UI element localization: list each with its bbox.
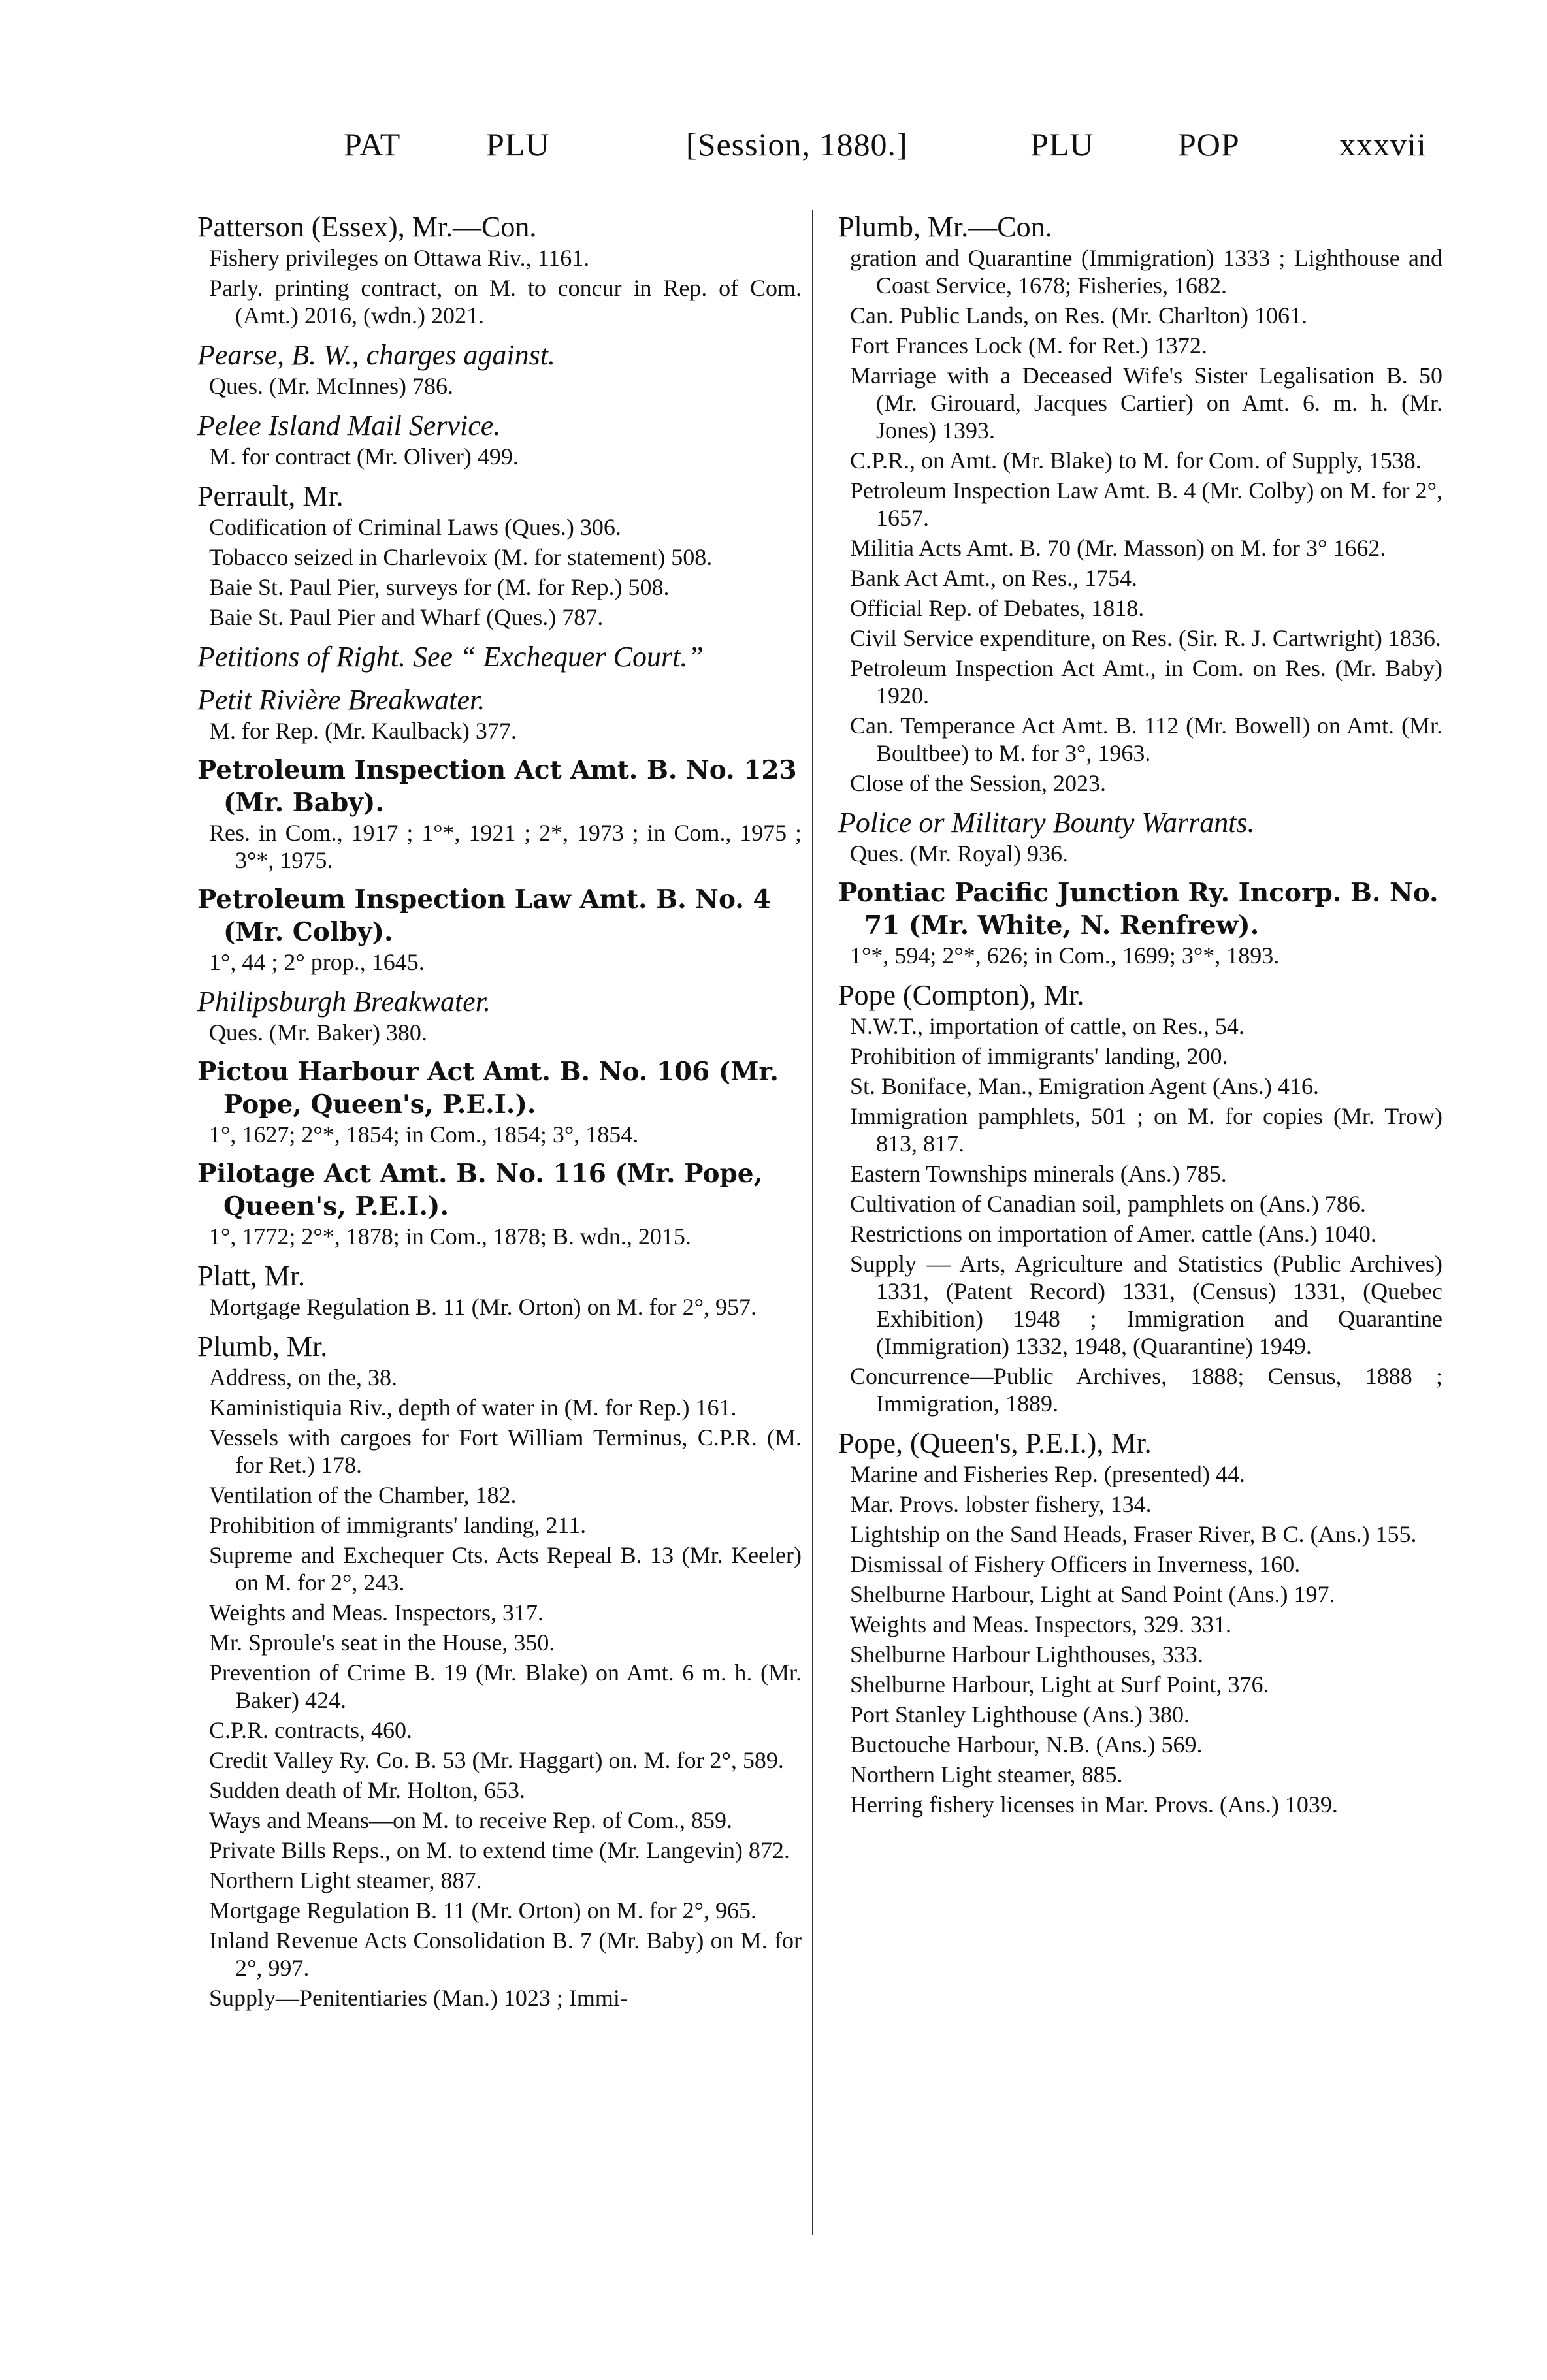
entry-reference: Ques. (Mr. McInnes) 786. [209, 373, 453, 399]
entry-reference: Mortgage Regulation B. 11 (Mr. Orton) on M. for 2°, 957. [209, 1294, 757, 1320]
index-entry [197, 1055, 802, 1148]
entry-heading: Plumb, Mr.—Con. [838, 211, 1052, 243]
entry-heading: Pearse, B. W., charges against. [197, 339, 555, 371]
entry-reference: Shelburne Harbour Lighthouses, 333. [850, 1641, 1203, 1667]
entry-reference: Marriage with a Deceased Wife's Sister Legalisation B. 50 (Mr. Girouard, Jacques Cartier) on Amt. 6. m. h. (Mr. Jones) 1393. [850, 362, 1442, 443]
entry-reference: Northern Light steamer, 887. [209, 1867, 482, 1893]
entry-reference: Herring fishery licenses in Mar. Provs. (Ans.) 1039. [850, 1792, 1338, 1818]
entry-heading: Perrault, Mr. [197, 480, 344, 512]
entry-reference: Mar. Provs. lobster fishery, 134. [850, 1491, 1152, 1517]
entry-heading: Platt, Mr. [197, 1260, 306, 1292]
header-session: [Session, 1880.] [686, 126, 908, 163]
entry-reference: Prohibition of immigrants' landing, 211. [209, 1512, 587, 1538]
index-entry [197, 210, 802, 329]
entry-reference: Bank Act Amt., on Res., 1754. [850, 565, 1137, 591]
entry-reference: 1°, 44 ; 2° prop., 1645. [209, 949, 425, 975]
entry-reference: Prevention of Crime B. 19 (Mr. Blake) on Amt. 6 m. h. (Mr. Baker) 424. [209, 1660, 802, 1713]
entry-reference: Credit Valley Ry. Co. B. 53 (Mr. Haggart) on. M. for 2°, 589. [209, 1747, 784, 1773]
entry-reference: Ques. (Mr. Royal) 936. [850, 841, 1068, 867]
entry-reference: Supply — Arts, Agriculture and Statistics (Public Archives) 1331, (Patent Record) 1331, (Census) 1331, (Quebec Exhibition) 1948 ; Immigration and Quarantine (Immigration) 1332, 1948, (Quarantine) 1949. [850, 1251, 1442, 1359]
header-right-guide-1: PLU [1030, 126, 1094, 163]
index-entry [838, 978, 1442, 1417]
column-divider [812, 210, 813, 2235]
header-right-guide-2: POP [1178, 126, 1240, 163]
entry-heading: Pope, (Queen's, P.E.I.), Mr. [838, 1427, 1152, 1459]
entry-heading: Plumb, Mr. [197, 1330, 328, 1362]
entry-reference: Ventilation of the Chamber, 182. [209, 1482, 517, 1508]
entry-reference: Ques. (Mr. Baker) 380. [209, 1020, 427, 1046]
header-left-guide-2: PLU [486, 126, 550, 163]
entry-reference: St. Boniface, Man., Emigration Agent (Ans.) 416. [850, 1073, 1319, 1099]
index-entry [197, 1157, 802, 1250]
entry-heading: Petroleum Inspection Law Amt. B. No. 4 (Mr. Colby). [197, 884, 771, 947]
entry-reference: Shelburne Harbour, Light at Surf Point, 376. [850, 1671, 1269, 1697]
entry-reference: Northern Light steamer, 885. [850, 1761, 1123, 1788]
entry-reference: M. for Rep. (Mr. Kaulback) 377. [209, 718, 517, 744]
entry-reference: Private Bills Reps., on M. to extend time (Mr. Langevin) 872. [209, 1837, 790, 1863]
entry-reference: Prohibition of immigrants' landing, 200. [850, 1043, 1228, 1069]
index-entry [197, 338, 802, 400]
entry-reference: Can. Temperance Act Amt. B. 112 (Mr. Bowell) on Amt. (Mr. Boultbee) to M. for 3°, 1963. [850, 713, 1442, 766]
entry-reference: Fort Frances Lock (M. for Ret.) 1372. [850, 332, 1207, 359]
index-entry [197, 1259, 802, 1321]
entry-heading: Philipsburgh Breakwater. [197, 986, 491, 1018]
entry-reference: Militia Acts Amt. B. 70 (Mr. Masson) on M. for 3° 1662. [850, 535, 1386, 561]
index-entry [197, 479, 802, 631]
entry-reference: Mortgage Regulation B. 11 (Mr. Orton) on M. for 2°, 965. [209, 1897, 757, 1923]
entry-heading: Petit Rivière Breakwater. [197, 684, 485, 716]
entry-heading: Pictou Harbour Act Amt. B. No. 106 (Mr. Pope, Queen's, P.E.I.). [197, 1057, 779, 1119]
entry-reference: Kaministiquia Riv., depth of water in (M. for Rep.) 161. [209, 1394, 737, 1421]
index-column-right [838, 210, 1442, 1827]
entry-reference: Sudden death of Mr. Holton, 653. [209, 1777, 525, 1803]
entry-reference: Eastern Townships minerals (Ans.) 785. [850, 1161, 1227, 1187]
entry-reference: Tobacco seized in Charlevoix (M. for statement) 508. [209, 544, 713, 570]
entry-heading: Pilotage Act Amt. B. No. 116 (Mr. Pope, Queen's, P.E.I.). [197, 1159, 763, 1221]
entry-heading: Pontiac Pacific Junction Ry. Incorp. B. No. 71 (Mr. White, N. Renfrew). [838, 878, 1439, 941]
entry-reference: Concurrence—Public Archives, 1888; Census, 1888 ; Immigration, 1889. [850, 1363, 1442, 1417]
entry-heading: Police or Military Bounty Warrants. [838, 807, 1255, 839]
entry-reference: Port Stanley Lighthouse (Ans.) 380. [850, 1701, 1190, 1728]
index-column-left [197, 210, 802, 2021]
index-entry [838, 876, 1442, 969]
page-header [196, 125, 1437, 178]
entry-reference: Fishery privileges on Ottawa Riv., 1161. [209, 245, 590, 271]
entry-reference: Mr. Sproule's seat in the House, 350. [209, 1630, 555, 1656]
entry-reference: Codification of Criminal Laws (Ques.) 306. [209, 514, 621, 540]
entry-reference: Supreme and Exchequer Cts. Acts Repeal B. 13 (Mr. Keeler) on M. for 2°, 243. [209, 1542, 802, 1596]
entry-reference: Supply—Penitentiaries (Man.) 1023 ; Immi- [209, 1985, 628, 2011]
entry-heading: Petitions of Right. See “ Exchequer Court.” [197, 641, 704, 673]
index-entry [838, 210, 1442, 797]
entry-reference: Official Rep. of Debates, 1818. [850, 595, 1145, 621]
entry-reference: Baie St. Paul Pier and Wharf (Ques.) 787. [209, 604, 604, 630]
entry-reference: Parly. printing contract, on M. to concur in Rep. of Com. (Amt.) 2016, (wdn.) 2021. [209, 275, 802, 329]
index-entry [197, 985, 802, 1046]
header-left-guide-1: PAT [344, 126, 401, 163]
entry-reference: Ways and Means—on M. to receive Rep. of Com., 859. [209, 1807, 732, 1833]
index-entry [197, 1330, 802, 2012]
entry-reference: Close of the Session, 2023. [850, 770, 1106, 796]
entry-reference: Shelburne Harbour, Light at Sand Point (Ans.) 197. [850, 1581, 1335, 1607]
entry-reference: C.P.R. contracts, 460. [209, 1717, 412, 1743]
entry-reference: 1°, 1627; 2°*, 1854; in Com., 1854; 3°, 1854. [209, 1121, 639, 1148]
entry-heading: Pelee Island Mail Service. [197, 410, 501, 442]
page-number: xxxvii [1339, 126, 1427, 163]
entry-reference: gration and Quarantine (Immigration) 1333 ; Lighthouse and Coast Service, 1678; Fisheries, 1682. [850, 245, 1442, 298]
entry-reference: Marine and Fisheries Rep. (presented) 44. [850, 1461, 1245, 1487]
index-entry [838, 1426, 1442, 1818]
entry-reference: Inland Revenue Acts Consolidation B. 7 (Mr. Baby) on M. for 2°, 997. [209, 1927, 802, 1981]
entry-reference: C.P.R., on Amt. (Mr. Blake) to M. for Com. of Supply, 1538. [850, 447, 1422, 474]
entry-reference: Vessels with cargoes for Fort William Terminus, C.P.R. (M. for Ret.) 178. [209, 1424, 802, 1478]
entry-reference: Immigration pamphlets, 501 ; on M. for copies (Mr. Trow) 813, 817. [850, 1103, 1442, 1157]
entry-reference: Weights and Meas. Inspectors, 329. 331. [850, 1611, 1231, 1637]
entry-reference: M. for contract (Mr. Oliver) 499. [209, 443, 519, 470]
entry-reference: Address, on the, 38. [209, 1364, 397, 1391]
entry-reference: Dismissal of Fishery Officers in Inverness, 160. [850, 1551, 1301, 1577]
entry-reference: Weights and Meas. Inspectors, 317. [209, 1600, 544, 1626]
entry-reference: 1°*, 594; 2°*, 626; in Com., 1699; 3°*, 1893. [850, 942, 1280, 969]
entry-heading: Patterson (Essex), Mr.—Con. [197, 211, 537, 243]
entry-reference: Petroleum Inspection Act Amt., in Com. on Res. (Mr. Baby) 1920. [850, 655, 1442, 709]
entry-reference: Res. in Com., 1917 ; 1°*, 1921 ; 2*, 1973 ; in Com., 1975 ; 3°*, 1975. [209, 820, 802, 873]
entry-reference: Can. Public Lands, on Res. (Mr. Charlton) 1061. [850, 302, 1307, 329]
index-entry [838, 806, 1442, 867]
entry-reference: Buctouche Harbour, N.B. (Ans.) 569. [850, 1731, 1203, 1758]
entry-reference: Cultivation of Canadian soil, pamphlets on (Ans.) 786. [850, 1191, 1366, 1217]
entry-heading: Pope (Compton), Mr. [838, 979, 1084, 1011]
entry-reference: Lightship on the Sand Heads, Fraser River, B C. (Ans.) 155. [850, 1521, 1417, 1547]
entry-reference: 1°, 1772; 2°*, 1878; in Com., 1878; B. wdn., 2015. [209, 1223, 691, 1249]
index-entry [197, 409, 802, 470]
index-entry [197, 640, 802, 674]
index-entry [197, 683, 802, 745]
entry-reference: N.W.T., importation of cattle, on Res., 54. [850, 1013, 1245, 1039]
index-entry [197, 754, 802, 874]
entry-heading: Petroleum Inspection Act Amt. B. No. 123 (Mr. Baby). [197, 755, 797, 818]
entry-reference: Petroleum Inspection Law Amt. B. 4 (Mr. Colby) on M. for 2°, 1657. [850, 477, 1442, 531]
entry-reference: Restrictions on importation of Amer. cattle (Ans.) 1040. [850, 1221, 1376, 1247]
index-entry [197, 883, 802, 976]
entry-reference: Baie St. Paul Pier, surveys for (M. for Rep.) 508. [209, 574, 670, 600]
entry-reference: Civil Service expenditure, on Res. (Sir. R. J. Cartwright) 1836. [850, 625, 1441, 651]
